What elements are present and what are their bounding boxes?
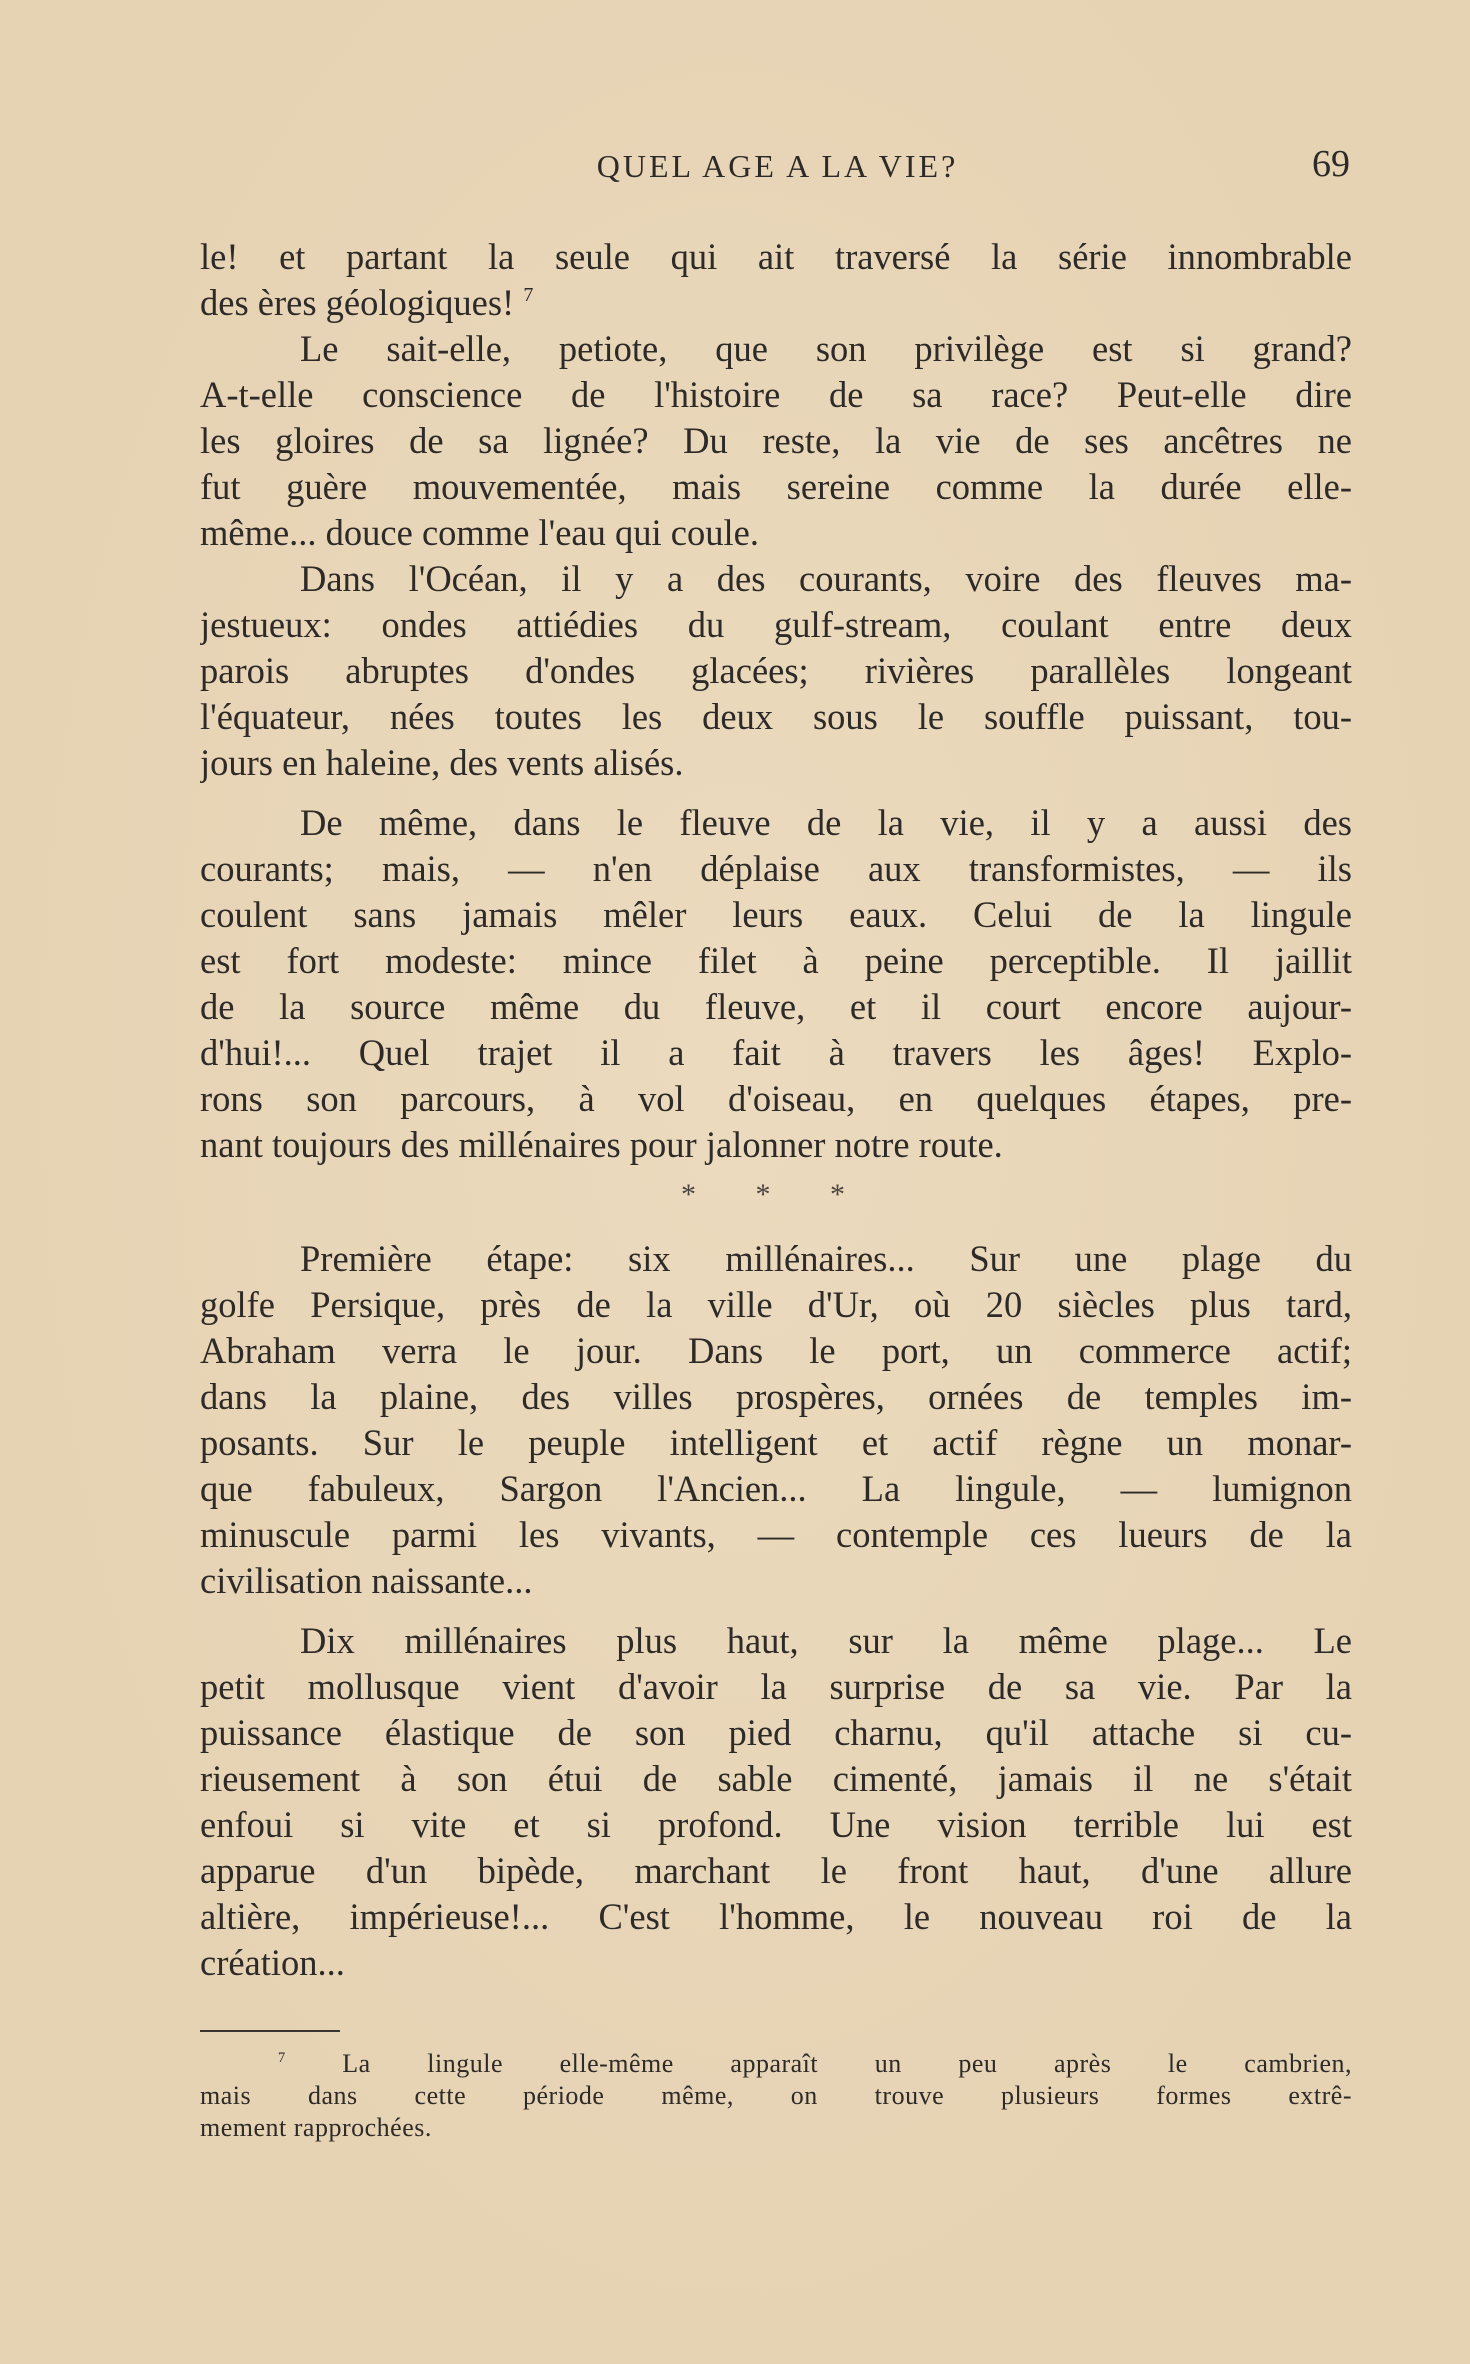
page-number: 69 bbox=[1312, 143, 1350, 185]
text-line: minuscule parmi les vivants, — contemple ces lueurs de la bbox=[200, 1514, 1352, 1555]
text-line: nant toujours des millénaires pour jalonner notre route. bbox=[200, 1124, 1003, 1165]
text-line: que fabuleux, Sargon l'Ancien... La lingule, — lumignon bbox=[200, 1468, 1352, 1509]
text-line: posants. Sur le peuple intelligent et actif règne un monar- bbox=[200, 1422, 1352, 1463]
text-line: petit mollusque vient d'avoir la surprise de sa vie. Par la bbox=[200, 1666, 1352, 1707]
text-line: coulent sans jamais mêler leurs eaux. Celui de la lingule bbox=[200, 894, 1352, 935]
text-line: jours en haleine, des vents alisés. bbox=[200, 742, 684, 783]
text-line: création... bbox=[200, 1942, 345, 1983]
text-line: est fort modeste: mince filet à peine perceptible. Il jaillit bbox=[200, 940, 1352, 981]
footnote-rule bbox=[200, 2030, 340, 2032]
text-line: golfe Persique, près de la ville d'Ur, où 20 siècles plus tard, bbox=[200, 1284, 1352, 1325]
section-asterism: * * * bbox=[681, 1178, 871, 1211]
footnote-line: mais dans cette période même, on trouve plusieurs formes extrê- bbox=[200, 2081, 1352, 2110]
text-line: A-t-elle conscience de l'histoire de sa race? Peut-elle dire bbox=[200, 374, 1352, 415]
text-line bbox=[200, 280, 1352, 326]
text-line: Première étape: six millénaires... Sur une plage du bbox=[300, 1238, 1352, 1279]
text-line: apparue d'un bipède, marchant le front haut, d'une allure bbox=[200, 1850, 1352, 1891]
footnote-marker: 7 bbox=[278, 2050, 286, 2066]
text-line: jestueux: ondes attiédies du gulf-stream, coulant entre deux bbox=[200, 604, 1352, 645]
text-line: enfoui si vite et si profond. Une vision terrible lui est bbox=[200, 1804, 1352, 1845]
text-line: parois abruptes d'ondes glacées; rivières parallèles longeant bbox=[200, 650, 1352, 691]
text-line: dans la plaine, des villes prospères, ornées de temples im- bbox=[200, 1376, 1352, 1417]
text-line: même... douce comme l'eau qui coule. bbox=[200, 512, 759, 553]
footnote-line bbox=[200, 2048, 1352, 2080]
text-line: Abraham verra le jour. Dans le port, un commerce actif; bbox=[200, 1330, 1352, 1371]
footnote-line: mement rapprochées. bbox=[200, 2113, 432, 2142]
text-line: fut guère mouvementée, mais sereine comme la durée elle- bbox=[200, 466, 1352, 507]
text-line: Dans l'Océan, il y a des courants, voire des fleuves ma- bbox=[300, 558, 1352, 599]
footnote-text: La lingule elle-même apparaît un peu après le cambrien, bbox=[342, 2049, 1352, 2078]
text-line: l'équateur, nées toutes les deux sous le souffle puissant, tou- bbox=[200, 696, 1352, 737]
text-line: Dix millénaires plus haut, sur la même plage... Le bbox=[300, 1620, 1352, 1661]
text-line: altière, impérieuse!... C'est l'homme, le nouveau roi de la bbox=[200, 1896, 1352, 1937]
text-line: puissance élastique de son pied charnu, qu'il attache si cu- bbox=[200, 1712, 1352, 1753]
text-line: d'hui!... Quel trajet il a fait à travers les âges! Explo- bbox=[200, 1032, 1352, 1073]
body-text bbox=[200, 234, 1352, 1986]
text-line: de la source même du fleuve, et il court encore aujour- bbox=[200, 986, 1352, 1027]
text-line: courants; mais, — n'en déplaise aux transformistes, — ils bbox=[200, 848, 1352, 889]
footnote bbox=[200, 2048, 1352, 2144]
text-line: rons son parcours, à vol d'oiseau, en quelques étapes, pre- bbox=[200, 1078, 1352, 1119]
running-title: QUEL AGE A LA VIE? bbox=[596, 148, 959, 184]
text-line: le! et partant la seule qui ait traversé la série innombrable bbox=[200, 236, 1352, 277]
text-line: De même, dans le fleuve de la vie, il y a aussi des bbox=[300, 802, 1352, 843]
text-line: Le sait-elle, petiote, que son privilège est si grand? bbox=[300, 328, 1352, 369]
running-head bbox=[205, 142, 1350, 192]
paragraph-gap bbox=[200, 1604, 1352, 1618]
paragraph-gap bbox=[200, 786, 1352, 800]
footnote-reference: 7 bbox=[523, 283, 534, 306]
text-line: les gloires de sa lignée? Du reste, la vie de ses ancêtres ne bbox=[200, 420, 1352, 461]
text-line: civilisation naissante... bbox=[200, 1560, 533, 1601]
text-line: rieusement à son étui de sable cimenté, jamais il ne s'était bbox=[200, 1758, 1352, 1799]
text-line-span: des ères géologiques! bbox=[200, 282, 515, 323]
